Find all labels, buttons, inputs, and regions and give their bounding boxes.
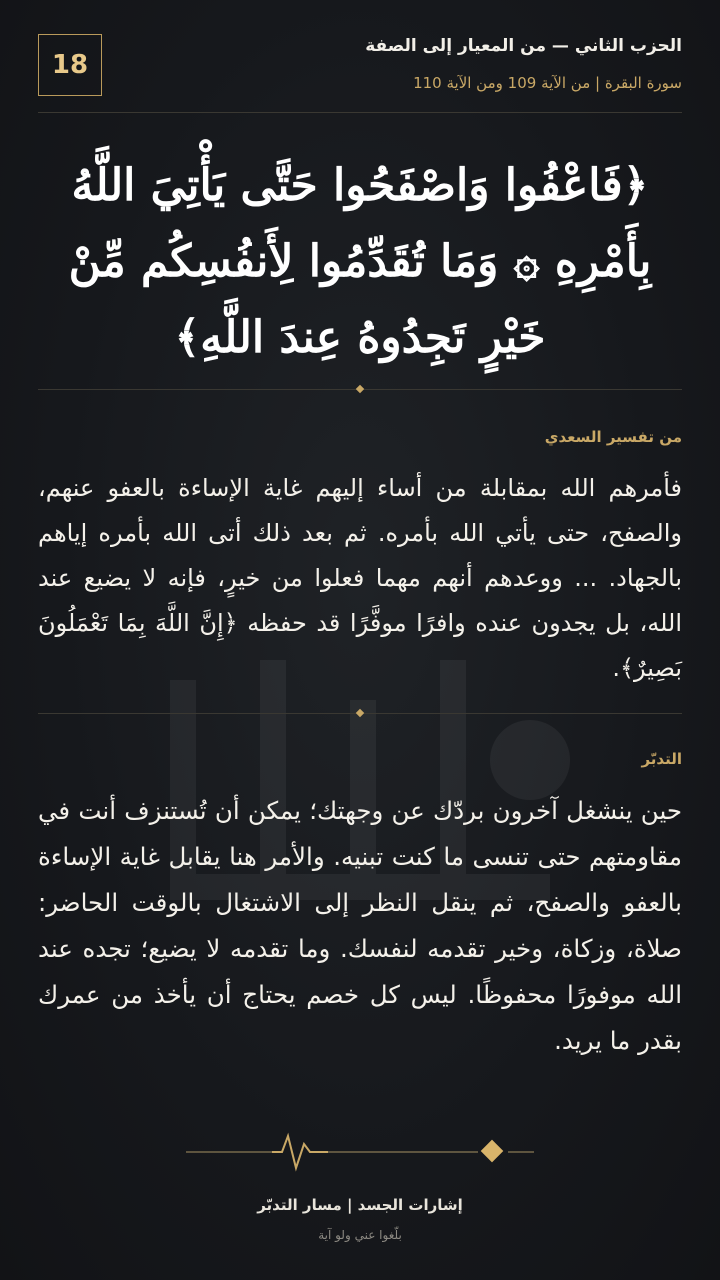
tafsir-text: فأمرهم الله بمقابلة من أساء إليهم غاية الإساءة بالعفو عنهم، والصفح، حتى يأتي الله بأمره. ثم بعد ذلك أتى الله بأمره إياهم بالجهاد. ... ووعدهم أنهم مهما فعلوا من خيرٍ، فإنه لا يضيع عند الله، بل يجدون عنده وافرًا موفَّرًا قد حفظه ﴿إِنَّ اللَّهَ بِمَا تَعْمَلُونَ بَصِيرٌ﴾. [38, 474, 682, 682]
hizb-title: الحزب الثاني — من المعيار إلى الصفة [365, 36, 682, 56]
diamond-icon [356, 385, 364, 393]
header-divider [38, 112, 682, 113]
series-title: إشارات الجسد | مسار التدبّر [257, 1196, 463, 1214]
tadabbur-text: حين ينشغل آخرون بردّك عن وجهتك؛ يمكن أن تُستنزف أنت في مقاومتهم حتى تنسى ما كنت تبنيه. والأمر هنا يقابل غاية الإساءة بالعفو والصفح، ثم ينقل النظر إلى الاشتغال بالوقت الحاضر: صلاة، وزكاة، وخير تقدمه لنفسك. وما تقدمه لا يضيع؛ تجده عند الله موفورًا محفوظًا. ليس كل خصم يحتاج أن يأخذ من عمرك بقدر ما يريد. [38, 796, 682, 1055]
tafsir-title: من تفسير السعدي [544, 428, 682, 446]
tadabbur-title: التدبّر [641, 750, 682, 768]
surah-range: سورة البقرة | من الآية 109 ومن الآية 110 [413, 74, 682, 92]
footer-tagline: بلّغوا عني ولو آية [318, 1228, 402, 1242]
heartbeat-ornament-icon [186, 1126, 534, 1178]
page-number-badge: 18 [38, 34, 102, 96]
verse-text: ﴿فَاعْفُوا وَاصْفَحُوا حَتَّى يَأْتِيَ اللَّهُ بِأَمْرِهِ ۞ وَمَا تُقَدِّمُوا لِأَنفُسِكُم مِّنْ خَيْرٍ تَجِدُوهُ عِندَ اللَّهِ﴾ [68, 160, 652, 363]
